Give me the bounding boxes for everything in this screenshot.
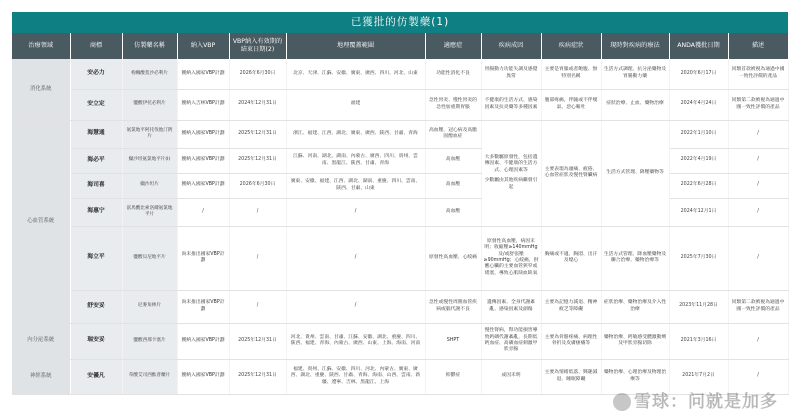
description-cell: / xyxy=(728,198,788,226)
table-row xyxy=(12,59,788,89)
generic-name-cell: 鹽酸西那卡塞片 xyxy=(122,323,177,359)
symptom-cell: 主要為情緒低落、興趣減退、睡眠障礙 xyxy=(541,359,601,394)
symptom-cell: 主要為骨骼疼痛、病理性骨折及皮膚瘙癢等 xyxy=(541,323,601,359)
brand-cell: 瑞安妥 xyxy=(70,323,122,359)
indication-cell: 高血壓 xyxy=(425,198,481,226)
cause-text-secondary: 少數屬由其他疾病繼發引起 xyxy=(484,178,538,190)
vbp-cell: 獲納入國家VBP計劃 xyxy=(177,173,229,198)
generic-name-cell: 纈沙坦片 xyxy=(122,173,177,198)
vbp-cell: 獲納入國家VBP計劃 xyxy=(177,359,229,394)
generic-name-cell: 草酸艾司西酞普蘭片 xyxy=(122,359,177,394)
header-therapy: 現時對疾病的療法 xyxy=(601,33,669,59)
system-cardiovascular: 心血管系統 xyxy=(12,120,70,323)
anda-date-cell: 2023年11月28日 xyxy=(669,290,728,323)
description-cell: / xyxy=(728,359,788,394)
anda-date-cell: 2022年4月19日 xyxy=(669,148,728,173)
brand-cell: 海惠宁 xyxy=(70,198,122,226)
vbp-cell: 獲納入吉林VBP計劃 xyxy=(177,89,229,120)
anda-date-cell: 2024年12月1日 xyxy=(669,198,728,226)
anda-date-cell: 2021年3月16日 xyxy=(669,323,728,359)
generic-name-cell: 鹽酸貝尼地平片 xyxy=(122,226,177,290)
description-cell: 同類第二款被視為通過中國一致性評價的產品 xyxy=(728,89,788,120)
geo-cell: 福建、貴州、江蘇、安徽、四川、河北、內蒙古、廣東、廣西、湖北、重慶、陝西、甘肅、青海、海南、山西、雲南、新疆、遼寧、吉林、黑龍江、上海 xyxy=(286,359,425,394)
table-row xyxy=(12,198,788,226)
indication-cell: 高血壓 xyxy=(425,148,481,173)
header-description: 描述 xyxy=(728,33,788,59)
vbp-cell: 獲納入國家VBP計劃 xyxy=(177,59,229,89)
brand-cell: 海立平 xyxy=(70,226,122,290)
end-date-cell: 2025年12月31日 xyxy=(229,323,286,359)
cause-cell: 成因未明 xyxy=(481,359,541,394)
table-row xyxy=(12,173,788,198)
end-date-cell: 2025年12月31日 xyxy=(229,148,286,173)
anda-date-cell: 2021年7月2日 xyxy=(669,359,728,394)
end-date-cell: 2024年12月31日 xyxy=(229,89,286,120)
header-symptoms: 疾病症狀 xyxy=(541,33,601,59)
table-row xyxy=(12,290,788,323)
header-generic-name: 仿製藥名稱 xyxy=(122,33,177,59)
system-endocrine: 內分泌系統 xyxy=(12,323,70,359)
header-brand: 商標 xyxy=(70,33,122,59)
therapy-cell: 症狀治療、藥物治療及介入性治療 xyxy=(601,290,669,323)
geo-cell: 福建 xyxy=(286,89,425,120)
brand-cell: 安立定 xyxy=(70,89,122,120)
anda-date-cell: 2024年4月24日 xyxy=(669,89,728,120)
therapy-cell: 生活方式管理、降血壓藥物及聯合治療、藥物治療等 xyxy=(601,226,669,290)
header-cause: 疾病成因 xyxy=(481,33,541,59)
vbp-cell: 尚未推出國家VBP計劃 xyxy=(177,290,229,323)
table-row xyxy=(12,148,788,173)
vbp-cell: 獲納入國家VBP計劃 xyxy=(177,148,229,173)
indication-cell: 高血壓 xyxy=(425,173,481,198)
end-date-cell: 2025年12月31日 xyxy=(229,359,286,394)
indication-cell: SHPT xyxy=(425,323,481,359)
table-title-banner: 已獲批的仿製藥(1) xyxy=(12,12,788,33)
cause-cell: 不健康的生活方式、感染因素及抗炎藥等多種因素 xyxy=(481,89,541,120)
header-row xyxy=(12,33,788,59)
geo-cell: 浙江、福建、江西、湖北、廣東、廣西、陝西、甘肅、青海 xyxy=(286,120,425,148)
generic-name-cell: 尼麥角林片 xyxy=(122,290,177,323)
anda-date-cell: 2025年7月30日 xyxy=(669,226,728,290)
table-row xyxy=(12,226,788,290)
watermark xyxy=(613,387,778,412)
table-row xyxy=(12,120,788,148)
description-cell: 同類第二款被視為通過中國一致性評價的產品 xyxy=(728,290,788,323)
header-vbp-end-date: VBP納入有效期的結束日期(2) xyxy=(229,33,286,59)
generic-name-cell: 氨氯地平阿托伐他汀鈣片 xyxy=(122,120,177,148)
description-cell: / xyxy=(728,226,788,290)
system-nervous: 神經系統 xyxy=(12,359,70,394)
brand-cell: 海司喜 xyxy=(70,173,122,198)
table-row xyxy=(12,323,788,359)
geo-cell: 北京、天津、江蘇、安徽、廣東、廣西、四川、河北、山東 xyxy=(286,59,425,89)
generic-name-cell: 纈沙坦氨氯地平片(I) xyxy=(122,148,177,173)
geo-cell: 河北、貴州、雲南、甘肅、江蘇、安徽、湖北、重慶、四川、陝西、福建、青海、內蒙古、廣西、山東、上海、海南、河南 xyxy=(286,323,425,359)
end-date-cell: 2026年6月30日 xyxy=(229,59,286,89)
brand-cell: 海必平 xyxy=(70,148,122,173)
vbp-cell: 獲納入國家VBP計劃 xyxy=(177,120,229,148)
header-geography: 地理覆蓋範圍 xyxy=(286,33,425,59)
generic-name-cell: 鹽酸伊托必利片 xyxy=(122,89,177,120)
therapy-cell: 生活方式調理、抗分泌藥物及胃腸動力藥 xyxy=(601,59,669,89)
cause-cell: 原發性高血壓，病因未明；收縮壓≥140mmHg及/或舒張壓≥90mmHg；心絞痛，供應心臟的主要血管狹窄或堵塞，導致心肌缺血缺氧 xyxy=(481,226,541,290)
symptom-cell: 主要是胃脹或者飽腹、無特別名稱 xyxy=(541,59,601,89)
cause-cell: 慢性腎病，腎功能損害導致鈣磷代謝紊亂，長期低鈣血症、高磷血症刺激甲狀旁腺 xyxy=(481,323,541,359)
symptom-cell: 腹部疼痛，伴隨或不伴噯氣、惡心嘔吐 xyxy=(541,89,601,120)
description-cell: / xyxy=(728,148,788,173)
description-cell: / xyxy=(728,323,788,359)
therapy-cell: 生活方式管理、降壓藥物等 xyxy=(601,120,669,226)
anda-date-cell: 2022年1月10日 xyxy=(669,120,728,148)
anda-date-cell: 2020年6月17日 xyxy=(669,59,728,89)
header-vbp: 納入VBP xyxy=(177,33,229,59)
description-cell: / xyxy=(728,120,788,148)
cause-text: 大多數屬原發性，包括遺傳因素、不健康的生活方式、心理因素等 xyxy=(484,154,538,173)
header-indication: 適應症 xyxy=(425,33,481,59)
brand-cell: 海慧通 xyxy=(70,120,122,148)
therapy-cell: 症狀治療、止血、藥物治療 xyxy=(601,89,669,120)
brand-cell: 安優凡 xyxy=(70,359,122,394)
snowball-logo-icon xyxy=(613,393,631,411)
watermark-text: 雪球：问就是加多 xyxy=(634,392,778,412)
geo-cell: / xyxy=(286,290,425,323)
therapy-cell: 藥物治療、鈣敏感受體激動劑及甲狀旁腺切除 xyxy=(601,323,669,359)
description-cell: 同類首款被視為通過中國一致性評價的產品 xyxy=(728,59,788,89)
brand-cell: 安必力 xyxy=(70,59,122,89)
symptom-cell: 主要表現為頭痛、疲倦、心血管症狀及慢性腎臟病 xyxy=(541,120,601,226)
header-therapeutic-area: 治療領域 xyxy=(12,33,70,59)
vbp-cell: 尚未推出國家VBP計劃 xyxy=(177,226,229,290)
generic-name-cell: 枸櫞酸莫沙必利片 xyxy=(122,59,177,89)
brand-cell: 舒安妥 xyxy=(70,290,122,323)
vbp-cell: / xyxy=(177,198,229,226)
generic-name-cell: 富馬酸比索洛爾氨氯地平片 xyxy=(122,198,177,226)
geo-cell: / xyxy=(286,198,425,226)
geo-cell: 江蘇、河南、湖北、湖南、內蒙古、廣西、四川、貴州、雲南、黑龍江、陝西、甘肅、青海 xyxy=(286,148,425,173)
symptom-cell: 胸痛或不適、胸悶、出汗及噁心 xyxy=(541,226,601,290)
system-digestive: 消化系統 xyxy=(12,59,70,120)
end-date-cell: 2026年6月30日 xyxy=(229,173,286,198)
anda-date-cell: 2022年6月28日 xyxy=(669,173,728,198)
indication-cell: 急性或慢性周圍血管疾病或腦代謝不良 xyxy=(425,290,481,323)
geo-cell: 廣東、安徽、福建、江西、湖北、湖南、重慶、四川、雲南、陝西、甘肅、山東 xyxy=(286,173,425,198)
geo-cell: / xyxy=(286,226,425,290)
indication-cell: 功能性消化不良 xyxy=(425,59,481,89)
end-date-cell: / xyxy=(229,198,286,226)
cause-cell xyxy=(481,120,541,226)
indication-cell: 原發性高血壓、心絞痛 xyxy=(425,226,481,290)
cause-cell: 胃腸動力功能失調及感覺異常 xyxy=(481,59,541,89)
table-row xyxy=(12,89,788,120)
indication-cell: 高血壓、冠心病及高膽固醇血症 xyxy=(425,120,481,148)
symptom-cell: 主要為記憶力減退、精神疲乏等障礙 xyxy=(541,290,601,323)
end-date-cell: / xyxy=(229,290,286,323)
header-anda-date: ANDA獲批日期 xyxy=(669,33,728,59)
end-date-cell: 2025年12月31日 xyxy=(229,120,286,148)
therapy-cell: 藥物治療、心理治療及物理治療等 xyxy=(601,359,669,394)
indication-cell: 急性胃炎、慢性胃炎的急性加重期胃脹 xyxy=(425,89,481,120)
cause-cell: 遺傳因素、全身代謝紊亂、感染因素及創傷 xyxy=(481,290,541,323)
description-cell: / xyxy=(728,173,788,198)
generic-drug-table xyxy=(12,33,789,395)
indication-cell: 抑鬱症 xyxy=(425,359,481,394)
vbp-cell: 獲納入國家VBP計劃 xyxy=(177,323,229,359)
end-date-cell: / xyxy=(229,226,286,290)
